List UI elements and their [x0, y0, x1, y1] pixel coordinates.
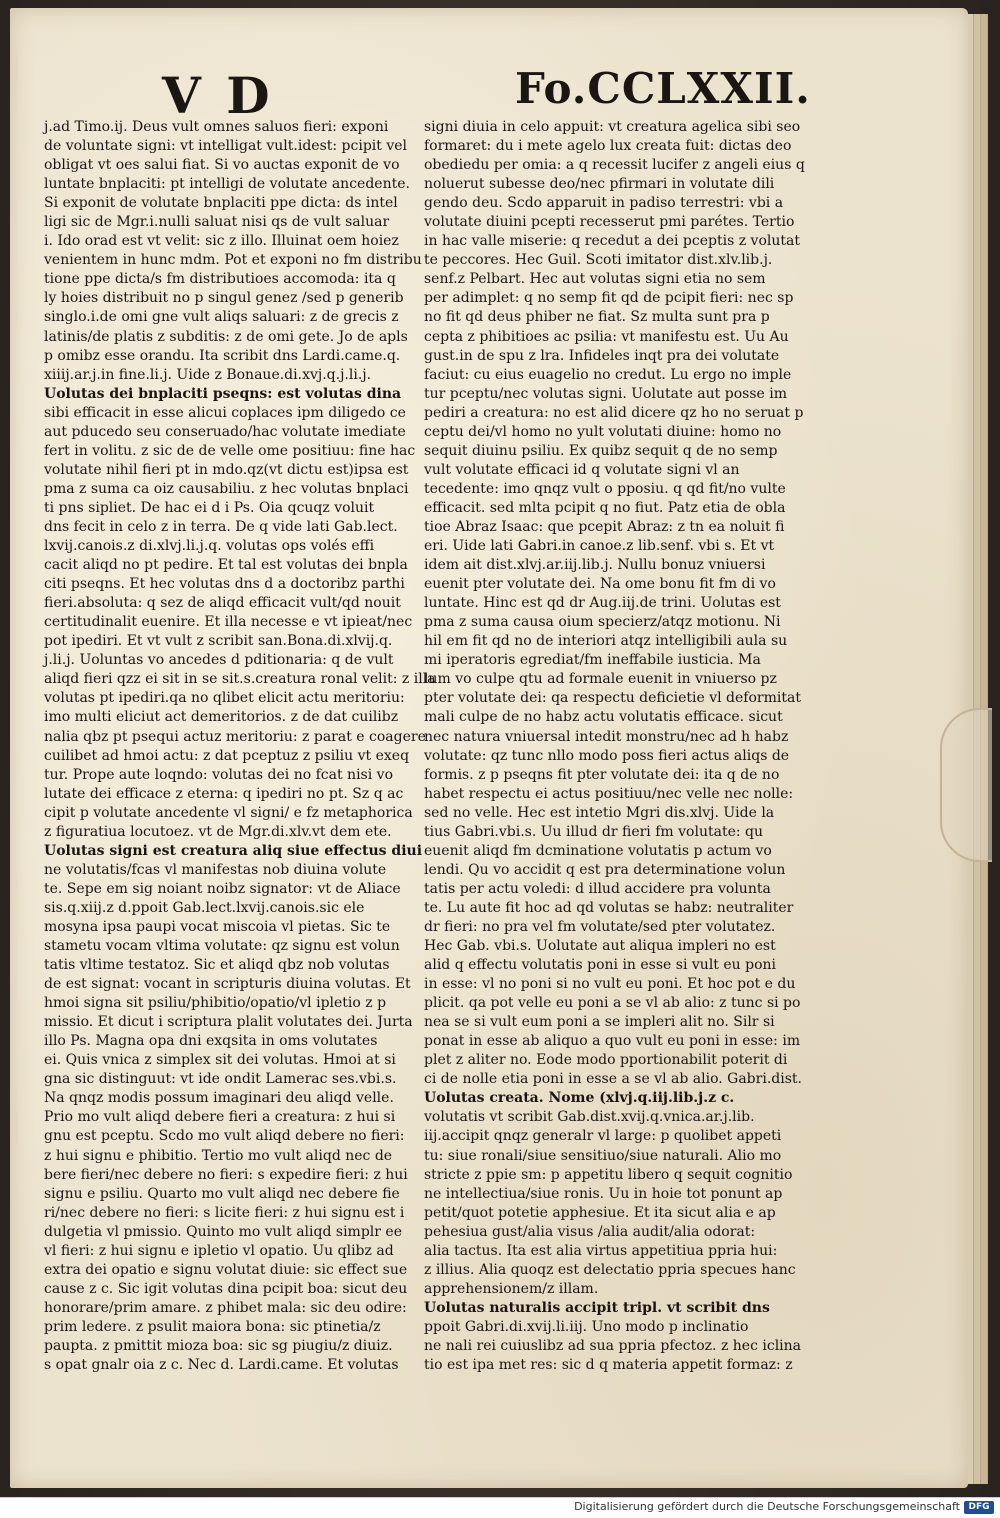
text-line: pma z suma causa oium specierz/atqz motionu. Ni: [424, 614, 781, 631]
text-line: Uolutas signi est creatura aliq siue effectus diui: [44, 842, 423, 859]
text-line: hmoi signa sit psiliu/phibitio/opatio/vl ipletio z p: [44, 995, 387, 1012]
text-column-left: [44, 118, 436, 1374]
text-line: lum vo culpe qtu ad formale euenit in vniuerso pz: [424, 671, 777, 688]
text-line: sis.q.xiij.z d.ppoit Gab.lect.lxvij.canois.sic ele: [44, 899, 365, 916]
text-line: tur pceptu/nec volutas signi. Uolutate aut posse im: [424, 385, 787, 402]
text-line: latinis/de platis z subditis: z de omi gete. Jo de apls: [44, 328, 408, 345]
text-line: dns fecit in celo z in terra. De q vide lati Gab.lect.: [44, 518, 398, 535]
text-line: volutate diuini pcepti recesserut pmi parétes. Tertio: [424, 214, 795, 231]
text-line: plicit. qa pot velle eu poni a se vl ab alio: z tunc si po: [424, 995, 801, 1012]
text-line: habet respectu ei actus positiuu/nec velle nec nolle:: [424, 785, 794, 802]
text-line: obediedu per omia: a q recessit lucifer z angeli eius q: [424, 157, 805, 174]
text-line: luntate bnplaciti: pt intelligi de volutate ancedente.: [44, 176, 410, 193]
text-line: lutate dei efficace z eterna: q ipediri no pt. Sz q ac: [44, 785, 404, 802]
text-line: alia tactus. Ita est alia virtus appetitiua ppria hui:: [424, 1242, 778, 1259]
text-line: ligi sic de Mgr.i.nulli saluat nisi qs de vult saluar: [44, 214, 390, 231]
text-line: sibi efficacit in esse alicui coplaces ipm diligedo ce: [44, 404, 406, 421]
text-line: mosyna ipsa paupi vocat miscoia vl pietas. Sic te: [44, 918, 391, 935]
text-line: formaret: du i mete agelo lux creata fuit: dictas deo: [424, 138, 792, 155]
text-line: tu: siue ronali/siue sensitiuo/siue naturali. Alio mo: [424, 1147, 782, 1164]
text-line: ne intellectiua/siue ronis. Uu in hoie tot ponunt ap: [424, 1185, 783, 1202]
text-line: z hui signu e phibitio. Tertio mo vult aliqd nec de: [44, 1147, 393, 1164]
text-column-right: [424, 118, 805, 1374]
text-line: pehesiua gust/alia visus /alia audit/alia odorat:: [424, 1223, 756, 1240]
text-line: signu e psiliu. Quarto mo vult aliqd nec debere fie: [44, 1185, 400, 1202]
text-line: gust.in de spu z lra. Infideles inqt pra dei volutate: [424, 347, 780, 364]
text-line: ne nali rei cuiuslibz ad sua ppria pfectoz. z hec iclina: [424, 1338, 802, 1354]
text-line: volutate nihil fieri pt in mdo.qz(vt dictu est)ipsa est: [44, 461, 409, 478]
text-line: mali culpe de no habz actu volutatis efficace. sicut: [424, 709, 783, 726]
text-line: signi diuia in celo appuit: vt creatura agelica sibi seo: [424, 119, 801, 135]
text-line: fert in volitu. z sic de de velle ome positiuu: fine hac: [44, 442, 416, 459]
text-line: volutate: qz tunc nllo modo poss fieri actus aliqs de: [424, 747, 790, 764]
text-line: petit/quot potetie apphesiue. Et ita sicut alia e ap: [424, 1204, 776, 1221]
text-line: cepta z phibitioes ac psilia: vt manifestu est. Uu Au: [424, 328, 789, 345]
text-line: de est signat: vocant in scripturis diuina volutas. Et: [44, 976, 411, 993]
text-line: illo Ps. Magna opa dni exqsita in oms volutates: [44, 1033, 378, 1050]
text-line: missio. Et dicut i scriptura plalit volutates dei. Jurta: [44, 1014, 413, 1031]
folio-number: Fo.CCLXXII.: [515, 64, 811, 113]
text-line: paupta. z pmittit mioza boa: sic sg piugiu/z diuiz.: [44, 1338, 393, 1354]
text-line: nec natura vniuersal intedit monstru/nec ad h habz: [424, 728, 789, 745]
text-line: euenit pter volutate dei. Na ome bonu fit fm di vo: [424, 576, 776, 593]
text-line: Prio mo vult aliqd debere fieri a creatura: z hui si: [44, 1109, 396, 1126]
text-line: noluerut subesse deo/nec pfirmari in volutate dili: [424, 176, 775, 193]
text-line: tione ppe dicta/s fm distributioes accomoda: ita q: [44, 271, 396, 288]
text-line: vult volutate efficaci id q volutate signi vl an: [424, 461, 740, 478]
text-line: sed no velle. Hec est intetio Mgri dis.xlvj. Uide la: [424, 804, 775, 821]
text-line: z illius. Alia quoqz est delectatio ppria specues hanc: [424, 1261, 796, 1278]
text-line: euenit aliqd fm dcminatione volutatis p actum vo: [424, 842, 772, 859]
text-line: tatis per actu voledi: d illud accidere pra volunta: [424, 880, 771, 897]
text-line: imo multi eliciut act demeritorios. z de dat cuilibz: [44, 709, 399, 726]
text-line: volutatis vt scribit Gab.dist.xvij.q.vnica.ar.j.lib.: [424, 1109, 755, 1126]
text-line: sequit diuinu psiliu. Ex quibz sequit q de no semp: [424, 442, 778, 459]
text-line: faciut: cu eius euagelio no credut. Lu ergo no imple: [424, 366, 792, 383]
text-line: ci de nolle etia poni in esse a se vl ab alio. Gabri.dist.: [424, 1071, 802, 1088]
text-line: vl fieri: z hui signu e ipletio vl opatio. Uu qlibz ad: [44, 1242, 394, 1259]
text-line: Uolutas creata. Nome (xlvj.q.iij.lib.j.z c.: [424, 1090, 735, 1107]
text-line: in esse: vl no poni si no vult eu poni. Et hoc pot e du: [424, 976, 796, 993]
text-line: pter volutate dei: qa respectu deficietie vl deformitat: [424, 690, 801, 707]
text-line: tatis vltime testatoz. Sic et aliqd qbz nob volutas: [44, 957, 390, 974]
text-line: stametu vocam vltima volutate: qz signu est volun: [44, 938, 400, 955]
text-line: stricte z ppie sm: p appetitu libero q sequit cognitio: [424, 1166, 793, 1183]
text-line: pediri a creatura: no est alid dicere qz ho no seruat p: [424, 404, 804, 421]
text-line: te. Sepe em sig noiant noibz signator: vt de Aliace: [44, 880, 401, 897]
footer-bar: [0, 1497, 1000, 1518]
text-line: lxvij.canois.z di.xlvj.li.j.q. volutas ops volés effi: [44, 538, 375, 555]
text-line: certitudinalit euenire. Et illa necesse e vt ipieat/nec: [44, 614, 413, 631]
text-line: j.ad Timo.ij. Deus vult omnes saluos fieri: exponi: [44, 119, 389, 135]
text-line: ti pns sipliet. De hac ei d i Ps. Oia qcuqz voluit: [44, 499, 375, 516]
text-line: mi iperatoris egrediat/fm ineffabile iusticia. Ma: [424, 652, 761, 669]
text-line: tioe Abraz Isaac: que pcepit Abraz: z tn ea noluit fi: [424, 518, 785, 535]
text-line: efficacit. sed mlta pcipit q no fiut. Patz etia de obla: [424, 499, 786, 516]
text-line: dr fieri: no pra vel fm volutate/sed pter volutatez.: [424, 918, 776, 935]
text-line: ceptu dei/vl homo no yult volutati diuine: homo no: [424, 423, 782, 440]
text-line: tecedente: imo qnqz vult o pposiu. q qd fit/no vulte: [424, 480, 786, 497]
text-line: honorare/prim amare. z phibet mala: sic deu odire:: [44, 1299, 407, 1316]
text-line: ne volutatis/fcas vl manifestas nob diuina volute: [44, 861, 387, 878]
text-line: alid q effectu volutatis poni in esse si vult eu poni: [424, 957, 777, 974]
text-line: eri. Uide lati Gabri.in canoe.z lib.senf. vbi s. Et vt: [424, 538, 775, 555]
text-line: aliqd fieri qzz ei sit in se sit.s.creatura ronal velit: z illa: [44, 671, 436, 688]
text-line: in hac valle miserie: q recedut a dei pceptis z volutat: [424, 233, 800, 250]
text-line: singlo.i.de omi gne vult aliqs saluari: z de grecis z: [44, 309, 399, 326]
page-tab-cutout: [940, 708, 992, 862]
digitization-credit: Digitalisierung gefördert durch die Deutsche Forschungsgemeinschaft: [574, 1500, 960, 1513]
text-line: i. Ido orad est vt velit: sic z illo. Illuinat oem hoiez: [44, 233, 399, 250]
text-line: dulgetia vl pmissio. Quinto mo vult aliqd simplr ee: [44, 1223, 402, 1240]
text-line: senf.z Pelbart. Hec aut volutas signi etia no sem: [424, 271, 766, 288]
text-line: te. Lu aute fit hoc ad qd volutas se habz: neutraliter: [424, 899, 794, 916]
text-line: gna sic distinguut: vt ide ondit Lamerac ses.vbi.s.: [44, 1071, 397, 1088]
text-line: venientem in hunc mdm. Pot et exponi no fm distribu: [44, 252, 422, 269]
running-head-signature: V D: [162, 66, 274, 125]
text-line: formis. z p pseqns fit pter volutate dei: ita q de no: [424, 766, 780, 783]
dfg-logo: DFG: [964, 1501, 994, 1514]
text-line: Hec Gab. vbi.s. Uolutate aut aliqua impleri no est: [424, 938, 776, 955]
text-line: z figuratiua locutoez. vt de Mgr.di.xlv.vt dem ete.: [44, 823, 392, 840]
text-line: ei. Quis vnica z simplex sit dei volutas. Hmoi at si: [44, 1052, 396, 1069]
text-line: idem ait dist.xlvj.ar.iij.lib.j. Nullu bonuz vniuersi: [424, 557, 766, 574]
text-line: Si exponit de volutate bnplaciti ppe dicta: ds intel: [44, 195, 398, 212]
text-line: plet z aliter no. Eode modo pportionabilit poterit di: [424, 1052, 788, 1069]
text-line: cacit aliqd no pt pedire. Et tal est volutas dei bnpla: [44, 557, 408, 574]
text-line: Na qnqz modis possum imaginari deu aliqd velle.: [44, 1090, 394, 1107]
text-line: bere fieri/nec debere no fieri: s expedire fieri: z hui: [44, 1166, 408, 1183]
text-line: tio est ipa met res: sic d q materia appetit formaz: z: [424, 1357, 793, 1374]
text-line: tur. Prope aute loqndo: volutas dei no fcat nisi vo: [44, 766, 394, 783]
text-line: de voluntate signi: vt intelligat vult.idest: pcipit vel: [44, 138, 408, 155]
text-line: aut pducedo seu conseruado/hac volutate imediate: [44, 423, 406, 440]
text-line: p omibz esse orandu. Ita scribit dns Lardi.came.q.: [44, 347, 401, 364]
text-line: extra dei opatio e signu volutat diuie: sic effect sue: [44, 1261, 408, 1278]
text-line: apprehensionem/z illam.: [424, 1280, 599, 1297]
text-line: lendi. Qu vo accidit q est pra determinatione volun: [424, 861, 786, 878]
text-line: tius Gabri.vbi.s. Uu illud dr fieri fm volutate: qu: [424, 823, 763, 840]
text-line: luntate. Hinc est qd dr Aug.iij.de trini. Uolutas est: [424, 595, 781, 612]
text-line: Uolutas naturalis accipit tripl. vt scribit dns: [424, 1299, 770, 1316]
text-line: ri/nec debere no fieri: s licite fieri: z hui signu est i: [44, 1204, 405, 1221]
text-line: cause z c. Sic igit volutas dina pcipit boa: sicut deu: [44, 1280, 408, 1297]
text-line: pma z suma ca oiz causabiliu. z hec volutas bnplaci: [44, 480, 409, 497]
text-line: ponat in esse ab aliquo a quo vult eu poni in esse: im: [424, 1033, 801, 1050]
text-line: te peccores. Hec Guil. Scoti imitator dist.xlv.lib.j.: [424, 252, 773, 269]
text-line: j.li.j. Uoluntas vo ancedes d pditionaria: q de vult: [44, 652, 394, 669]
text-line: nea se si vult eum poni a se impleri alit no. Silr si: [424, 1014, 775, 1031]
text-line: gnu est pceptu. Scdo mo vult aliqd debere no fieri:: [44, 1128, 405, 1145]
text-line: cipit p volutate ancedente vl signi/ e fz metaphorica: [44, 804, 413, 821]
text-line: s opat gnalr oia z c. Nec d. Lardi.came. Et volutas: [44, 1357, 399, 1374]
text-line: iij.accipit qnqz generalr vl large: p quolibet appeti: [424, 1128, 782, 1145]
text-line: ppoit Gabri.di.xvij.li.iij. Uno modo p inclinatio: [424, 1318, 749, 1335]
text-line: hil em fit qd no de interiori atqz intelligibili aula su: [424, 633, 788, 650]
text-line: per adimplet: q no semp fit qd de pcipit fieri: nec sp: [424, 290, 794, 307]
text-line: prim ledere. z psulit maiora bona: sic ptinetia/z: [44, 1318, 381, 1335]
text-line: nalia qbz pt psequi actuz meritoriu: z parat e coagere: [44, 728, 426, 745]
text-line: cuilibet ad hmoi actu: z dat pceptuz z psiliu vt exeq: [44, 747, 410, 764]
text-line: gendo deu. Scdo apparuit in padiso terrestri: vbi a: [424, 195, 784, 212]
text-line: obligat vt oes salui fiat. Si vo auctas exponit de vo: [44, 157, 400, 174]
text-line: xiiij.ar.j.in fine.li.j. Uide z Bonaue.di.xvj.q.j.li.j.: [44, 366, 372, 383]
text-line: Uolutas dei bnplaciti pseqns: est volutas dina: [44, 385, 402, 402]
text-line: no fit qd deus phiber ne fiat. Sz multa sunt pra p: [424, 309, 770, 326]
text-line: volutas pt ipediri.qa no qlibet elicit actu meritoriu:: [44, 690, 405, 707]
text-line: ly hoies distribuit no p singul genez /sed p generib: [44, 290, 404, 307]
text-line: citi pseqns. Et hec volutas dns d a doctoribz parthi: [44, 576, 405, 593]
text-line: fieri.absoluta: q sez de aliqd efficacit vult/qd nouit: [44, 595, 401, 612]
text-line: pot ipediri. Et vt vult z scribit san.Bona.di.xlvij.q.: [44, 633, 393, 650]
